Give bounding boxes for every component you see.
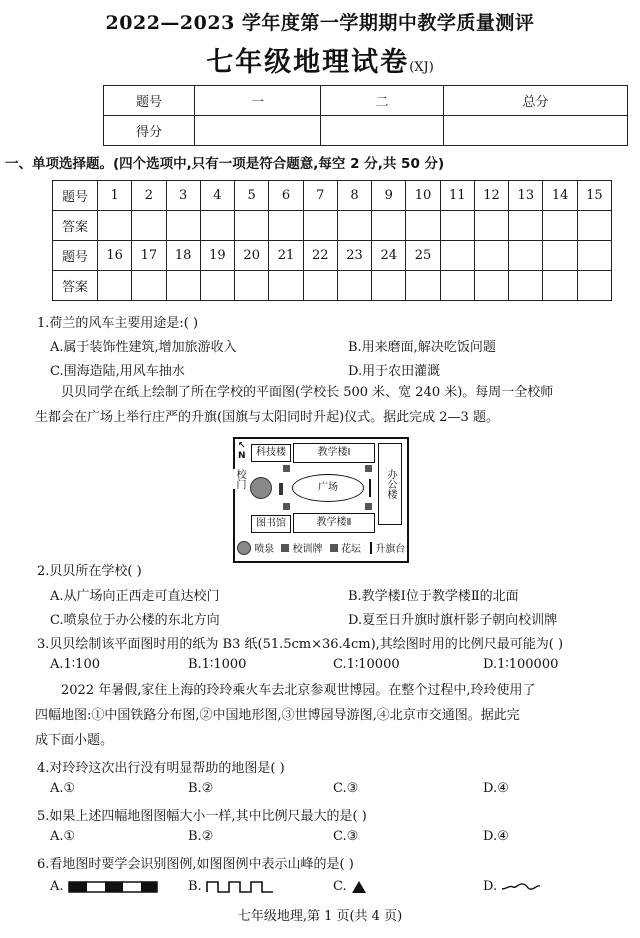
grid-label: 答案 bbox=[53, 271, 98, 301]
answer-cell[interactable] bbox=[372, 211, 406, 241]
flagpole-icon bbox=[370, 542, 372, 554]
grid-label: 答案 bbox=[53, 211, 98, 241]
edition-label: (XJ) bbox=[409, 60, 434, 75]
question-number-cell: 17 bbox=[132, 241, 166, 271]
railway-symbol-icon bbox=[68, 881, 158, 893]
score-cell: 一 bbox=[195, 86, 321, 116]
answer-cell[interactable] bbox=[303, 211, 337, 241]
question-6: 6.看地图时要学会识别图例,如图图例中表示山峰的是( ) bbox=[37, 857, 354, 872]
option-a: A.① bbox=[50, 829, 76, 844]
answer-cell[interactable] bbox=[200, 271, 234, 301]
question-number-cell: 16 bbox=[98, 241, 132, 271]
exam-title: 2022—2023 学年度第一学期期中教学质量测评 bbox=[105, 12, 535, 34]
library-building: 图书馆 bbox=[251, 515, 291, 533]
answer-cell[interactable] bbox=[509, 271, 543, 301]
office-building: 办公楼 bbox=[378, 443, 402, 525]
flowerbed-icon bbox=[330, 544, 338, 552]
answer-cell[interactable] bbox=[166, 271, 200, 301]
answer-cell[interactable] bbox=[132, 211, 166, 241]
answer-cell[interactable] bbox=[577, 211, 611, 241]
question-number-cell: 4 bbox=[200, 181, 234, 211]
option-d: D.用于农田灌溉 bbox=[348, 364, 441, 379]
question-3: 3.贝贝绘制该平面图时用的纸为 B3 纸(51.5cm×36.4cm),其绘图时用的比例尺最可能为( ) bbox=[37, 637, 564, 652]
answer-cell[interactable] bbox=[543, 271, 577, 301]
score-cell: 得分 bbox=[104, 116, 195, 146]
question-number-cell: 24 bbox=[372, 241, 406, 271]
page-footer: 七年级地理,第 1 页(共 4 页) bbox=[237, 909, 403, 924]
question-number-cell: 18 bbox=[166, 241, 200, 271]
answer-cell[interactable] bbox=[303, 271, 337, 301]
option-a: A.属于装饰性建筑,增加旅游收入 bbox=[50, 340, 237, 355]
answer-cell[interactable] bbox=[269, 211, 303, 241]
passage-2 bbox=[35, 678, 625, 753]
question-number-cell bbox=[440, 241, 474, 271]
score-cell[interactable] bbox=[444, 116, 628, 146]
answer-grid bbox=[52, 180, 612, 301]
option-c: C.1∶10000 bbox=[333, 657, 400, 672]
wall-symbol-icon bbox=[206, 880, 274, 894]
school-gate: 校门 bbox=[234, 469, 245, 489]
exam-subtitle bbox=[0, 40, 640, 79]
answer-cell[interactable] bbox=[337, 271, 371, 301]
passage-1 bbox=[35, 380, 625, 430]
score-cell[interactable] bbox=[321, 116, 444, 146]
answer-cell[interactable] bbox=[166, 211, 200, 241]
option-d: D. bbox=[483, 879, 541, 894]
subject-title: 七年级地理试卷 bbox=[206, 47, 410, 78]
option-c: C.围海造陆,用风车抽水 bbox=[50, 364, 185, 379]
mountain-peak-icon bbox=[351, 880, 367, 894]
passage-line: 生都会在广场上举行庄严的升旗(国旗与太阳同时升起)仪式。据此完成 2—3 题。 bbox=[35, 410, 499, 425]
answer-cell[interactable] bbox=[337, 211, 371, 241]
question-number-cell: 2 bbox=[132, 181, 166, 211]
north-arrow-icon: ↖ N bbox=[238, 441, 246, 461]
question-number-cell: 15 bbox=[577, 181, 611, 211]
option-b: B.1∶1000 bbox=[188, 657, 247, 672]
flagpole-icon bbox=[369, 479, 371, 497]
question-4: 4.对玲玲这次出行没有明显帮助的地图是( ) bbox=[37, 761, 285, 776]
teaching-building-1: 教学楼Ⅰ bbox=[293, 443, 375, 463]
question-number-cell: 9 bbox=[372, 181, 406, 211]
passage-line: 成下面小题。 bbox=[35, 733, 114, 748]
section-heading: 一、单项选择题。(四个选项中,只有一项是符合题意,每空 2 分,共 50 分) bbox=[5, 156, 445, 172]
question-number-cell bbox=[543, 241, 577, 271]
question-number-cell: 23 bbox=[337, 241, 371, 271]
river-lake-icon bbox=[501, 880, 541, 894]
option-b: B.用来磨面,解决吃饭问题 bbox=[348, 340, 496, 355]
answer-cell[interactable] bbox=[235, 271, 269, 301]
score-cell[interactable] bbox=[195, 116, 321, 146]
question-number-cell: 10 bbox=[406, 181, 440, 211]
motto-board-icon bbox=[283, 465, 290, 472]
map-legend: 喷泉 校训牌 花坛 升旗台 bbox=[237, 540, 405, 555]
question-number-cell: 21 bbox=[269, 241, 303, 271]
question-number-cell: 13 bbox=[509, 181, 543, 211]
motto-board-icon bbox=[283, 503, 290, 510]
option-d: D.夏至日升旗时旗杆影子朝向校训牌 bbox=[348, 613, 558, 628]
answer-cell[interactable] bbox=[543, 211, 577, 241]
option-d: D.④ bbox=[483, 781, 509, 796]
fountain-icon bbox=[237, 541, 251, 555]
question-1: 1.荷兰的风车主要用途是:( ) bbox=[37, 316, 199, 331]
question-number-cell: 19 bbox=[200, 241, 234, 271]
answer-cell[interactable] bbox=[406, 271, 440, 301]
teaching-building-2: 教学楼Ⅱ bbox=[293, 513, 375, 533]
option-b: B.教学楼Ⅰ位于教学楼Ⅱ的北面 bbox=[348, 589, 519, 604]
answer-cell[interactable] bbox=[98, 271, 132, 301]
option-c: C.喷泉位于办公楼的东北方向 bbox=[50, 613, 220, 628]
flowerbed-icon bbox=[365, 503, 372, 510]
question-number-cell: 20 bbox=[235, 241, 269, 271]
question-number-cell: 1 bbox=[98, 181, 132, 211]
option-b: B.② bbox=[188, 781, 214, 796]
option-d: D.1∶100000 bbox=[483, 657, 559, 672]
option-c: C.③ bbox=[333, 829, 359, 844]
grid-label: 题号 bbox=[53, 241, 98, 271]
answer-cell[interactable] bbox=[474, 211, 508, 241]
option-b: B. bbox=[188, 879, 274, 894]
question-number-cell: 3 bbox=[166, 181, 200, 211]
question-number-cell: 25 bbox=[406, 241, 440, 271]
answer-cell[interactable] bbox=[235, 211, 269, 241]
passage-line: 四幅地图:①中国铁路分布图,②中国地形图,③世博园导游图,④北京市交通图。据此完 bbox=[35, 708, 520, 723]
score-cell: 二 bbox=[321, 86, 444, 116]
question-number-cell: 11 bbox=[440, 181, 474, 211]
answer-cell[interactable] bbox=[98, 211, 132, 241]
motto-board-icon bbox=[281, 544, 289, 552]
question-number-cell: 7 bbox=[303, 181, 337, 211]
question-number-cell bbox=[577, 241, 611, 271]
option-c: C.③ bbox=[333, 781, 359, 796]
answer-cell[interactable] bbox=[200, 211, 234, 241]
answer-cell[interactable] bbox=[474, 271, 508, 301]
answer-cell[interactable] bbox=[372, 271, 406, 301]
square-plaza: 广场 bbox=[292, 474, 364, 502]
lab-building: 科技楼 bbox=[251, 444, 291, 462]
passage-line: 2022 年暑假,家住上海的玲玲乘火车去北京参观世博园。在整个过程中,玲玲使用了 bbox=[61, 683, 536, 698]
option-c: C. bbox=[333, 879, 367, 894]
answer-cell[interactable] bbox=[440, 271, 474, 301]
answer-cell[interactable] bbox=[509, 211, 543, 241]
option-a: A. bbox=[50, 879, 158, 894]
flowerbed-icon bbox=[365, 465, 372, 472]
option-a: A.1∶100 bbox=[50, 657, 100, 672]
question-number-cell: 14 bbox=[543, 181, 577, 211]
option-b: B.② bbox=[188, 829, 214, 844]
answer-cell[interactable] bbox=[132, 271, 166, 301]
grid-label: 题号 bbox=[53, 181, 98, 211]
score-table bbox=[103, 85, 628, 146]
question-number-cell: 12 bbox=[474, 181, 508, 211]
question-2: 2.贝贝所在学校( ) bbox=[37, 564, 142, 579]
question-number-cell: 22 bbox=[303, 241, 337, 271]
score-cell: 题号 bbox=[104, 86, 195, 116]
question-number-cell bbox=[509, 241, 543, 271]
option-d: D.④ bbox=[483, 829, 509, 844]
question-number-cell: 6 bbox=[269, 181, 303, 211]
answer-cell[interactable] bbox=[269, 271, 303, 301]
question-5: 5.如果上述四幅地图图幅大小一样,其中比例尺最大的是( ) bbox=[37, 809, 367, 824]
option-a: A.从广场向正西走可直达校门 bbox=[50, 589, 220, 604]
answer-cell[interactable] bbox=[406, 211, 440, 241]
answer-cell[interactable] bbox=[577, 271, 611, 301]
passage-line: 贝贝同学在纸上绘制了所在学校的平面图(学校长 500 米、宽 240 米)。每周一全校师 bbox=[61, 385, 554, 400]
answer-cell[interactable] bbox=[440, 211, 474, 241]
question-number-cell: 5 bbox=[235, 181, 269, 211]
option-a: A.① bbox=[50, 781, 76, 796]
question-number-cell: 8 bbox=[337, 181, 371, 211]
fountain-icon bbox=[250, 477, 272, 499]
score-cell: 总分 bbox=[444, 86, 628, 116]
question-number-cell bbox=[474, 241, 508, 271]
flowerbed-icon bbox=[279, 483, 283, 495]
